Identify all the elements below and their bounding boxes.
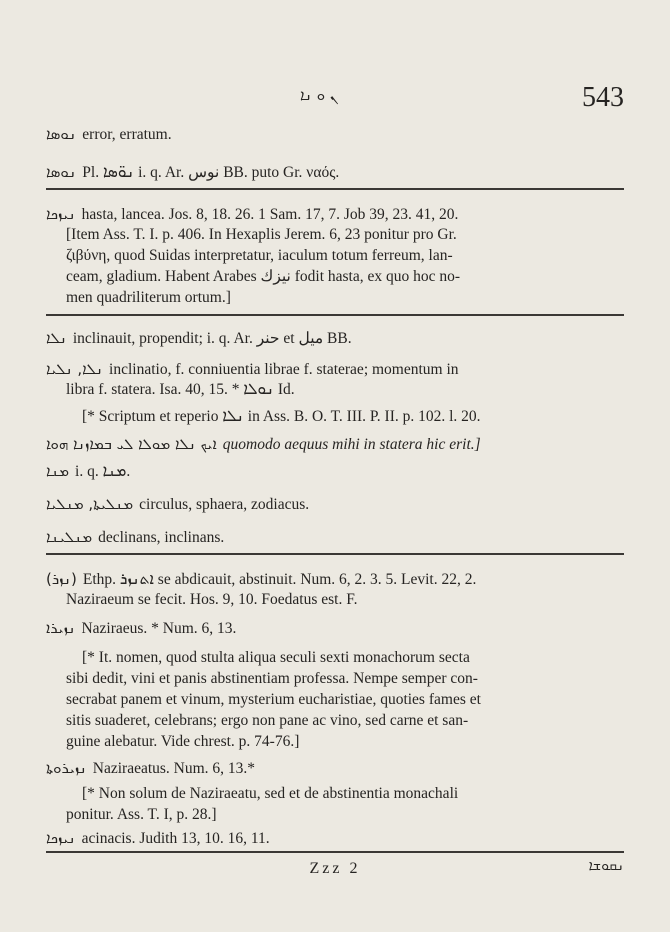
entry-line: [* Non solum de Naziraeatu, sed et de abstinentia monachali — [82, 785, 459, 802]
divider — [46, 553, 624, 555]
entry-line: sibi dedit, vini et panis abstinentiam professa. Nempe semper con- — [66, 670, 478, 687]
entry-line: sitis suaderet, celebrans; ergo non pane ac vino, sed carne et san- — [66, 712, 469, 729]
entry-line: (ܢܙܪ) Ethp. ܐܬܢܙܪ se abdicauit, abstinuit. Num. 6, 2. 3. 5. Levit. 22, 2. — [46, 570, 477, 588]
divider — [46, 314, 624, 316]
catchword: ܢܩܘܫܐ — [588, 858, 624, 874]
entry-line: [* Scriptum et reperio ܢܠܐ in Ass. B. O. T. III. P. II. p. 102. l. 20. — [82, 408, 481, 425]
entry-line: [* It. nomen, quod stulta aliqua seculi sexti monachorum secta — [82, 649, 470, 666]
entry-line: ܢܙܝܪܘܬܐ Naziraeatus. Num. 6, 13.* — [46, 759, 256, 777]
divider — [46, 188, 624, 190]
entry-line: men quadriliterum ortum.] — [66, 289, 231, 306]
running-head-syriac: ܢ ܘ ܢܐ — [300, 86, 339, 104]
entry-line: ܡܢܐ i. q. ܡܢܐ. — [46, 462, 131, 480]
entry-line: [Item Ass. T. I. p. 406. In Hexaplis Jerem. 6, 23 ponitur pro Gr. — [66, 226, 457, 243]
entry-line: ζιβύνη, quod Suidas interpretatur, iaculum totum ferreum, lan- — [66, 247, 453, 264]
entry-line: ܡܢܠܝܢܐ declinans, inclinans. — [46, 528, 225, 546]
entry-line: ponitur. Ass. T. I, p. 28.] — [66, 806, 217, 823]
entry-line: ܐܝܟ ܢܠܐ ܡܘܠܐ ܠܝ ܒܡܐܙܢܐ ܗܘܐ quomodo aequus mihi in statera hic erit.] — [46, 435, 481, 453]
entry-line: ceam, gladium. Habent Arabes نيزك fodit hasta, ex quo hoc no- — [66, 268, 461, 285]
entry-line: secrabat panem et vinum, mysterium eucharistiae, quoties fames et — [66, 691, 481, 708]
signature-mark: Zzz 2 — [309, 860, 361, 877]
entry-line: ܢܝܙܟܐ hasta, lancea. Jos. 8, 18. 26. 1 Sam. 17, 7. Job 39, 23. 41, 20. — [46, 205, 459, 223]
divider — [46, 851, 624, 853]
entry-line: ܢܙܝܪܐ Naziraeus. * Num. 6, 13. — [46, 619, 237, 637]
entry-line: ܢܠܐ, ܢܠܝܐ inclinatio, f. conniuentia librae f. staterae; momentum in — [46, 360, 459, 378]
entry-line: ܡܢܠܝܬܐ, ܡܢܠܝܐ circulus, sphaera, zodiacus. — [46, 495, 310, 513]
entry-line: ܢܘܣܐ Pl. ܢܘ̈ܣܐ i. q. Ar. نوس BB. puto Gr. ναός. — [46, 163, 340, 181]
entry-line: guine alebatur. Vide chrest. p. 74-76.] — [66, 733, 300, 750]
page-number: 543 — [582, 82, 624, 113]
entry-line: ܢܝܙܟܐ acinacis. Judith 13, 10. 16, 11. — [46, 829, 270, 847]
entry-line: libra f. statera. Isa. 40, 15. * ܢܘܠܐ Id. — [66, 381, 295, 398]
entry-line: Naziraeum se fecit. Hos. 9, 10. Foedatus est. F. — [66, 591, 358, 608]
entry-line: ܢܘܣܐ error, erratum. — [46, 125, 172, 143]
entry-line: ܢܠܐ inclinauit, propendit; i. q. Ar. حنر et ميل BB. — [46, 329, 352, 347]
